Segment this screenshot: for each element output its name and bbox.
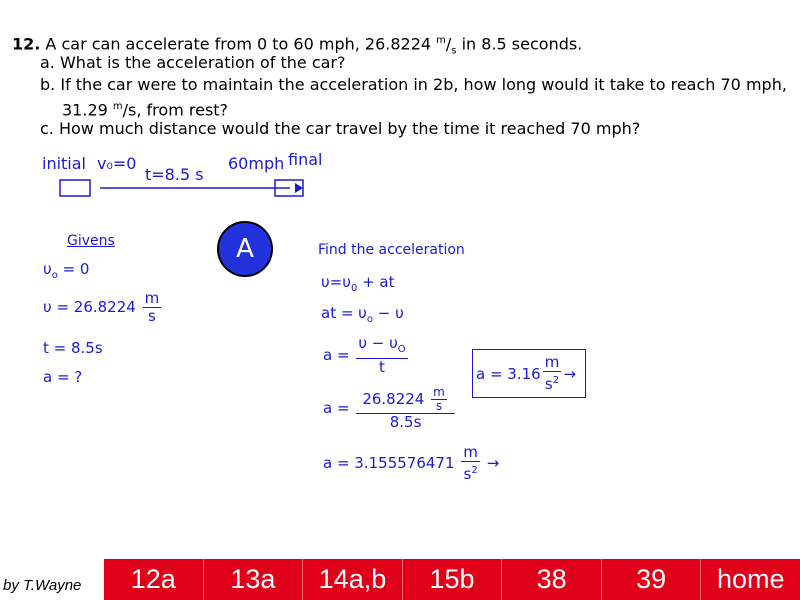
answer-unit-num: m	[544, 353, 560, 371]
unit-m: m	[112, 101, 123, 112]
nav-button-home[interactable]: home	[716, 564, 785, 594]
motion-diagram	[55, 175, 310, 200]
unit-den: s	[147, 307, 156, 325]
eq4-den: 8.5s	[389, 413, 422, 431]
nav-button-38[interactable]: 38	[502, 559, 602, 600]
part-b-post: , from rest?	[136, 100, 229, 120]
nav-button-39[interactable]: 39	[602, 559, 702, 600]
v0-subscript: o	[51, 270, 58, 281]
eq5-unit-den: s	[463, 465, 472, 483]
part-c-text: How much distance would the car travel by the time it reached 70 mph?	[58, 119, 641, 138]
part-b-text: If the car were to maintain the acceleration in 2b, how long would it take to reach 70 mph,	[60, 75, 787, 94]
slide-nav-bar	[104, 559, 800, 600]
initial-car-box	[60, 180, 90, 196]
equation-3	[323, 335, 410, 376]
eq1-pre: υ=υ	[321, 273, 351, 291]
unit-num: m	[144, 289, 160, 307]
unit-s: s	[451, 45, 457, 57]
part-b	[40, 74, 787, 96]
eq3-den: t	[379, 358, 385, 376]
eq5-arrow: →	[486, 454, 500, 472]
eq5-pre: a = 3.155576471	[323, 454, 455, 472]
section-a-badge: A	[217, 221, 273, 277]
nav-button-15b[interactable]: 15b	[403, 559, 503, 600]
given-v	[43, 290, 163, 325]
intro-pre: A car can accelerate from 0 to 60 mph, 26.8224	[40, 34, 437, 54]
eq3-pre: a =	[323, 346, 350, 364]
intro-post: in 8.5 seconds.	[456, 34, 583, 54]
eq2-post: − υ	[372, 304, 404, 322]
equation-1	[321, 273, 395, 294]
equation-4	[323, 386, 457, 431]
given-a: a = ?	[43, 368, 83, 386]
eq5-unit-sup: 2	[471, 465, 478, 476]
diagram-v0-label: v₀=0	[97, 154, 137, 173]
part-a-label: a.	[40, 53, 55, 72]
answer-box	[472, 349, 586, 398]
diagram-initial-label: initial	[42, 154, 86, 173]
given-v0: $\upsilon_o = 0$	[43, 260, 90, 281]
eq1-post: + at	[357, 273, 395, 291]
nav-button-13a[interactable]: 13a	[204, 559, 304, 600]
answer-unit-den: s	[544, 375, 553, 393]
eq3-num-sub: O	[397, 344, 406, 355]
eq2-sub: o	[366, 314, 373, 325]
given-v-value: υ = 26.8224	[43, 298, 136, 316]
givens-heading: Givens	[67, 233, 115, 249]
eq4-unit-den: s	[435, 399, 443, 413]
nav-button-14ab[interactable]: 14a,b	[303, 559, 403, 600]
eq4-unit-num: m	[433, 385, 445, 399]
nav-button-12a[interactable]: 12a	[104, 559, 204, 600]
equation-5	[323, 444, 499, 483]
eq2-pre: at = υ	[321, 304, 367, 322]
problem-intro: 12. A car can accelerate from 0 to 60 mph, 26.8224 $^m/_s$ in 8.5 seconds.	[12, 34, 583, 57]
answer-unit-sup: 2	[552, 375, 560, 386]
part-a	[40, 52, 346, 74]
author-byline: by T.Wayne	[3, 577, 82, 594]
eq4-num: 26.8224	[362, 390, 425, 408]
part-c	[40, 118, 640, 140]
arrow-head	[295, 183, 303, 193]
problem-number: 12.	[12, 34, 41, 54]
eq5-unit-num: m	[463, 443, 478, 461]
eq3-num: υ − υ	[358, 334, 398, 352]
part-b-label: b.	[40, 75, 56, 94]
eq4-pre: a =	[323, 399, 350, 417]
unit-s: s	[128, 100, 137, 120]
solution-heading: Find the acceleration	[318, 242, 465, 258]
diagram-final-label: final	[288, 150, 323, 169]
answer-value: a = 3.16	[476, 364, 541, 383]
part-c-label: c.	[40, 119, 54, 138]
given-t: t = 8.5s	[43, 339, 103, 357]
diagram-time-label: t=8.5 s	[145, 165, 204, 184]
part-a-text: What is the acceleration of the car?	[59, 53, 346, 72]
eq1-sub: 0	[350, 283, 358, 294]
part-b-cont: 31.29 $^m$/s, from rest?	[62, 100, 229, 120]
answer-arrow: →	[563, 364, 576, 383]
equation-2	[321, 304, 404, 325]
part-b-speed: 31.29	[62, 100, 113, 120]
unit-m: m	[436, 35, 446, 46]
diagram-speed-label: 60mph	[228, 154, 285, 173]
